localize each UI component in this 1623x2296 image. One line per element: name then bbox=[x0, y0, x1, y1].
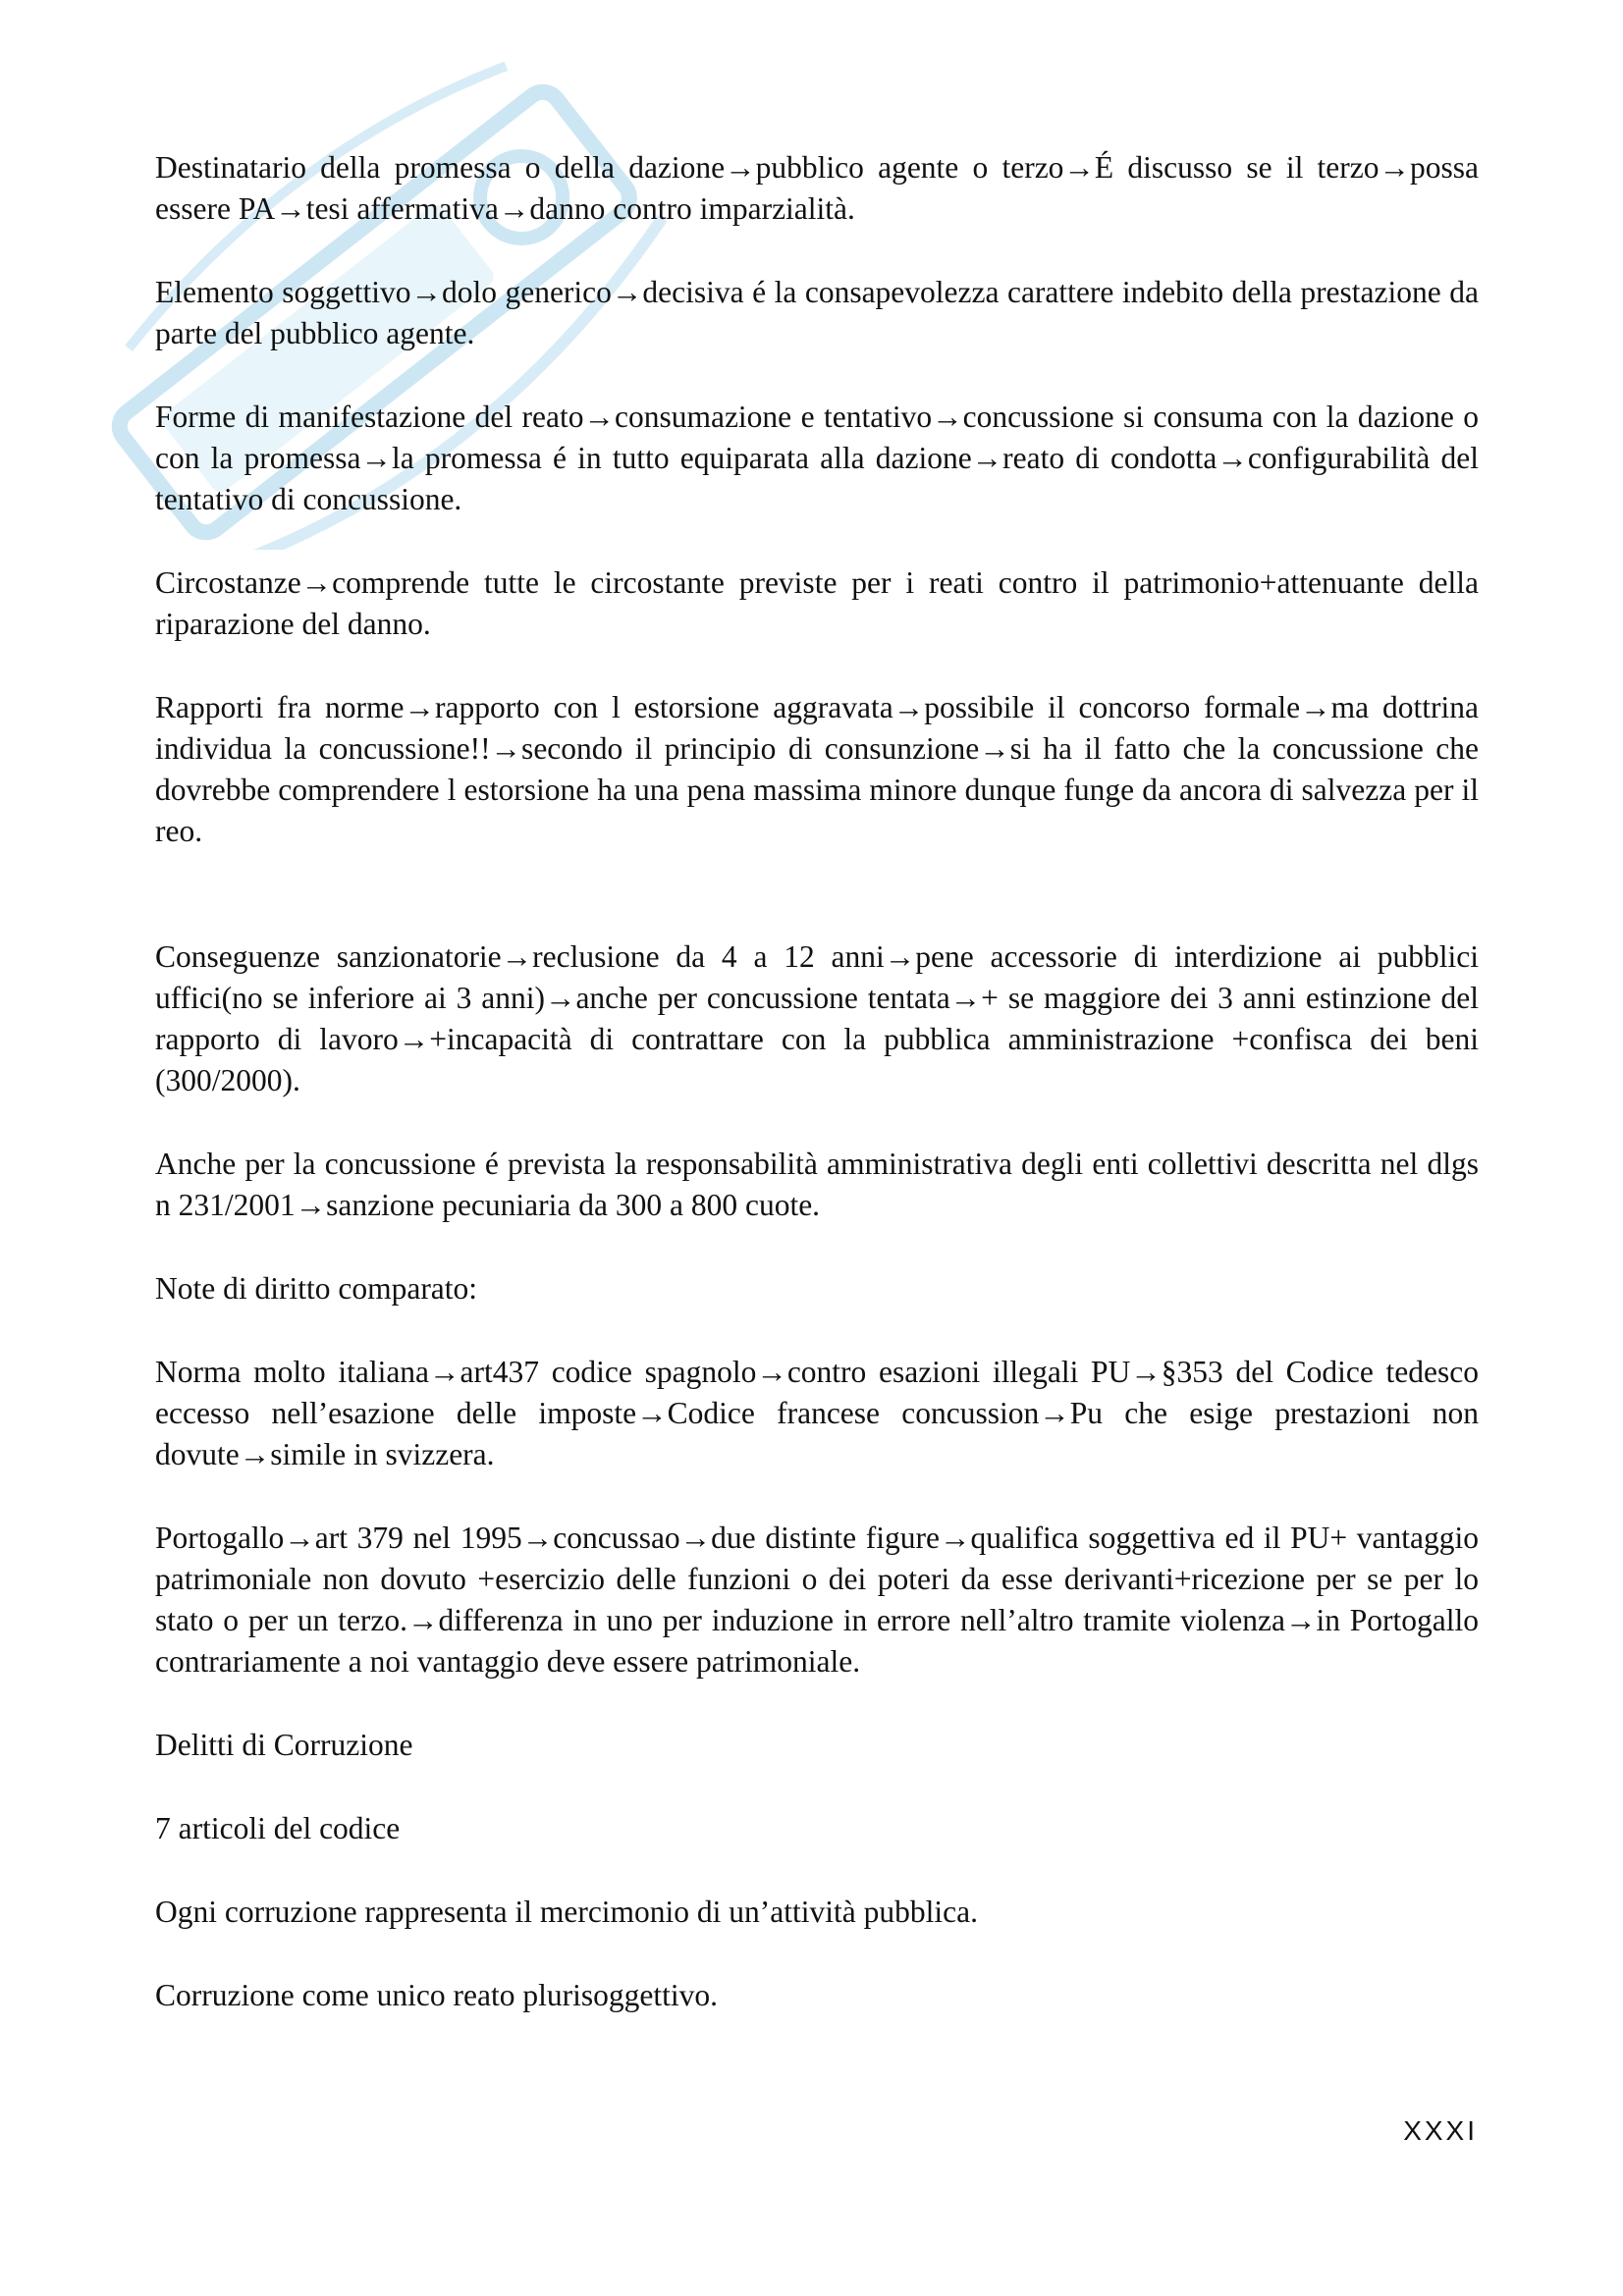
paragraph-articoli-codice: 7 articoli del codice bbox=[155, 1811, 401, 1845]
paragraph-elemento-soggettivo: Elemento soggettivo→dolo generico→decisiva é la consapevolezza carattere indebito della prestazione da parte del pubblico agente. bbox=[155, 275, 1479, 350]
paragraph-delitti-corruzione: Delitti di Corruzione bbox=[155, 1728, 413, 1762]
paragraph-note-diritto-comparato: Note di diritto comparato: bbox=[155, 1271, 478, 1306]
page-number: XXXI bbox=[1403, 2115, 1478, 2146]
paragraph-norma-molto-italiana: Norma molto italiana→art437 codice spagnolo→contro esazioni illegali PU→§353 del Codice tedesco eccesso nell’esazione delle imposte→Codice francese concussion→Pu che esige prestazioni non dovute→simile in svizzera. bbox=[155, 1355, 1479, 1471]
paragraph-destinatario: Destinatario della promessa o della dazione→pubblico agente o terzo→É discusso se il terzo→possa essere PA→tesi affermativa→danno contro imparzialità. bbox=[155, 150, 1479, 226]
paragraph-ogni-corruzione: Ogni corruzione rappresenta il mercimonio di un’attività pubblica. bbox=[155, 1895, 978, 1929]
paragraph-rapporti-fra-norme: Rapporti fra norme→rapporto con l estorsione aggravata→possibile il concorso formale→ma dottrina individua la concussione!!→secondo il principio di consunzione→si ha il fatto che la concussione che dovrebbe comprendere l estorsione ha una pena massima minore dunque funge da ancora di salvezza per il reo. bbox=[155, 690, 1479, 848]
paragraph-portogallo: Portogallo→art 379 nel 1995→concussao→due distinte figure→qualifica soggettiva ed il PU+ vantaggio patrimoniale non dovuto +esercizio delle funzioni o dei poteri da esse derivanti+ricezione per se per lo stato o per un terzo.→differenza in uno per induzione in errore nell’altro tramite violenza→in Portogallo contrariamente a noi vantaggio deve essere patrimoniale. bbox=[155, 1521, 1479, 1679]
document-body bbox=[155, 147, 1479, 2058]
paragraph-responsabilita-enti: Anche per la concussione é prevista la responsabilità amministrativa degli enti collettivi descritta nel dlgs n 231/2001→sanzione pecuniaria da 300 a 800 cuote. bbox=[155, 1147, 1479, 1222]
paragraph-reato-plurisoggettivo: Corruzione come unico reato plurisoggettivo. bbox=[155, 1978, 718, 2012]
paragraph-circostanze: Circostanze→comprende tutte le circostante previste per i reati contro il patrimonio+attenuante della riparazione del danno. bbox=[155, 565, 1479, 641]
paragraph-forme-manifestazione: Forme di manifestazione del reato→consumazione e tentativo→concussione si consuma con la dazione o con la promessa→la promessa é in tutto equiparata alla dazione→reato di condotta→configurabilità del tentativo di concussione. bbox=[155, 400, 1479, 516]
paragraph-conseguenze-sanzionatorie: Conseguenze sanzionatorie→reclusione da 4 a 12 anni→pene accessorie di interdizione ai pubblici uffici(no se inferiore ai 3 anni)→anche per concussione tentata→+ se maggiore dei 3 anni estinzione del rapporto di lavoro→+incapacità di contrattare con la pubblica amministrazione +confisca dei beni (300/2000). bbox=[155, 939, 1479, 1097]
